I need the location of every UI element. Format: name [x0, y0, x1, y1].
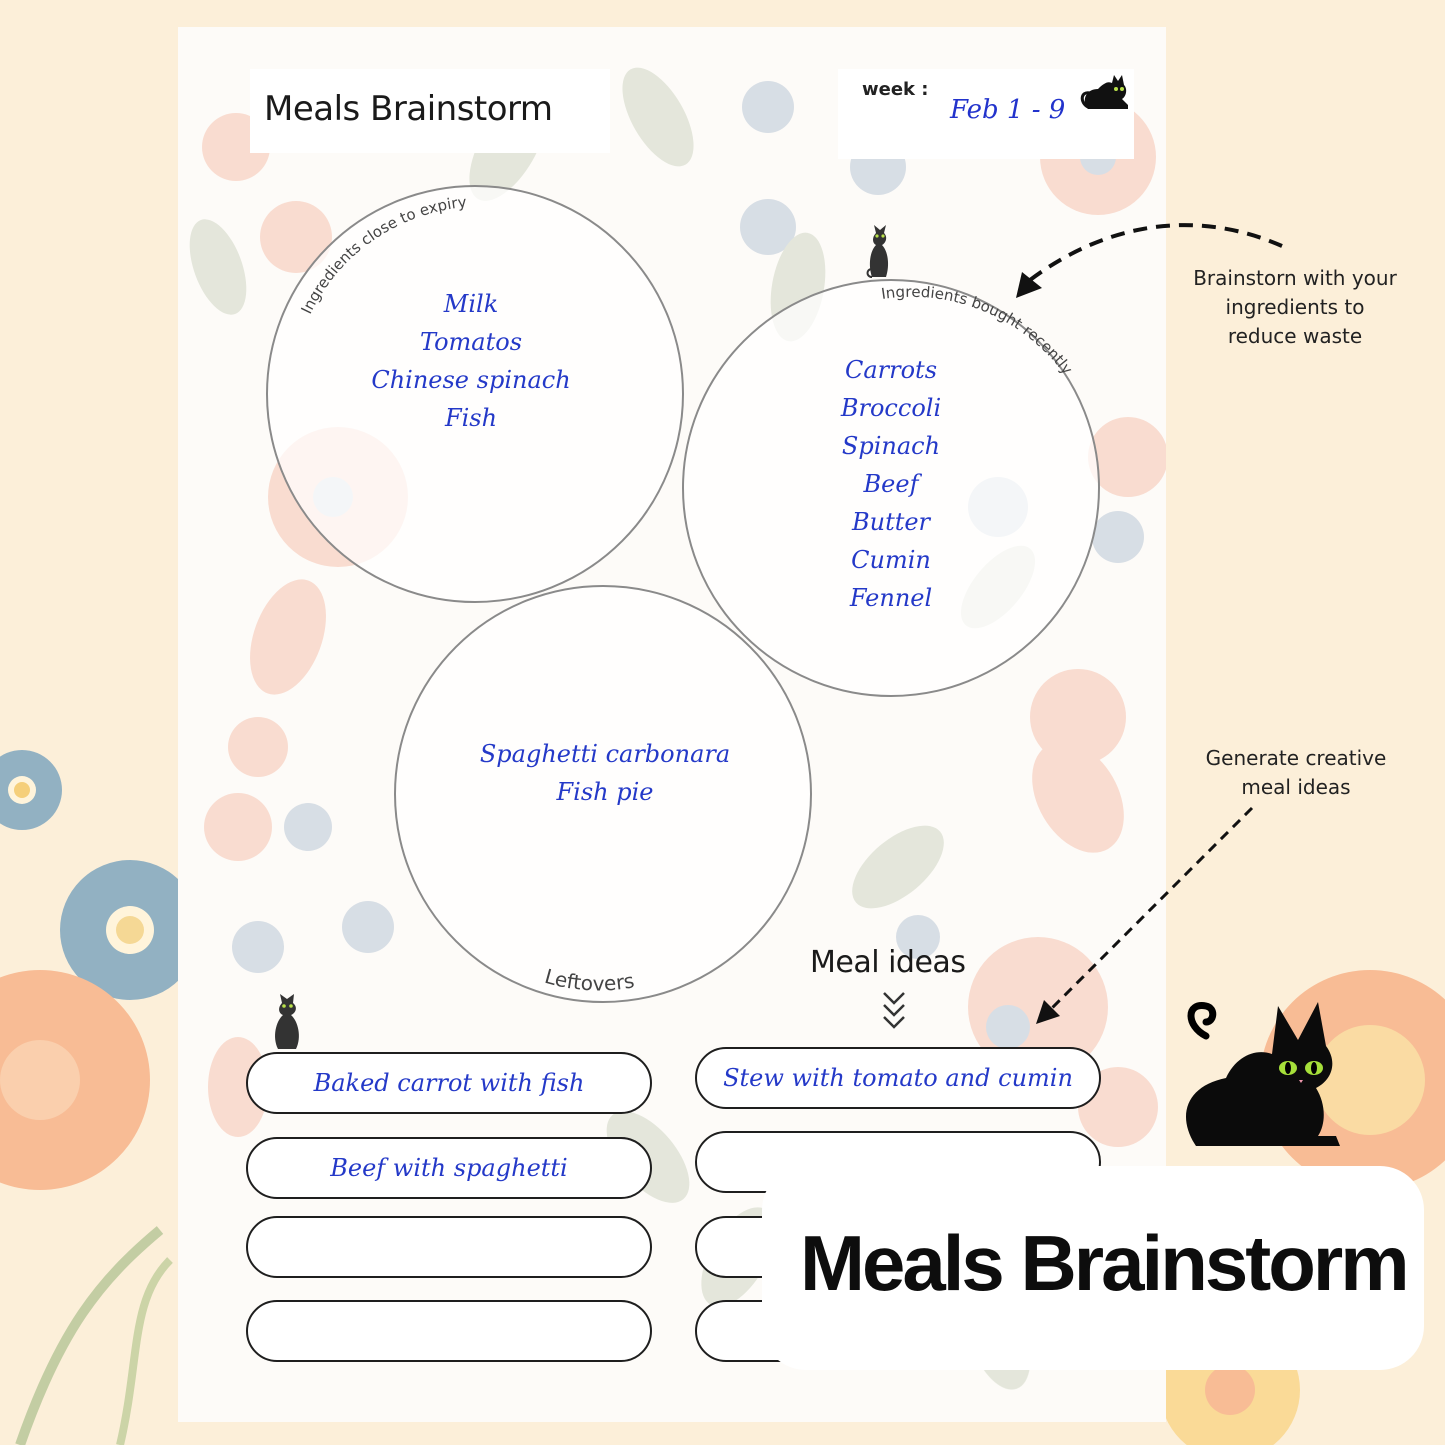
- leftovers-label: Leftovers: [542, 963, 637, 996]
- expiry-item: Fish: [444, 404, 498, 432]
- recent-item: Butter: [851, 508, 931, 536]
- meal-idea-left-3[interactable]: [246, 1216, 652, 1278]
- leftovers-list: [440, 735, 770, 811]
- recent-list: [788, 351, 994, 617]
- cat-small-icon: [864, 225, 896, 283]
- expiry-item: Tomatos: [419, 328, 523, 356]
- expiry-label: Ingredients close to expiry: [297, 192, 468, 317]
- annotation-generate-line: Generate creative: [1205, 746, 1387, 770]
- meal-idea-left-2[interactable]: Beef with spaghetti: [246, 1137, 652, 1199]
- annotation-generate-line: meal ideas: [1241, 775, 1351, 799]
- annotation-brainstorm-line: ingredients to: [1225, 295, 1365, 319]
- expiry-item: Milk: [443, 290, 499, 318]
- promo-title: Meals Brainstorm: [800, 1219, 1407, 1307]
- page-title: Meals Brainstorm: [264, 89, 553, 129]
- cat-large-icon: [1176, 996, 1346, 1152]
- meal-idea-left-4[interactable]: [246, 1300, 652, 1362]
- week-label: week :: [862, 79, 929, 100]
- flower-blue-small: [0, 750, 62, 830]
- flower-peach-large: [0, 970, 150, 1190]
- expiry-list: [338, 285, 604, 437]
- expiry-item: Chinese spinach: [371, 366, 571, 394]
- meal-idea-right-1[interactable]: Stew with tomato and cumin: [695, 1047, 1101, 1109]
- meal-idea-left-1[interactable]: Baked carrot with fish: [246, 1052, 652, 1114]
- meal-ideas-title: Meal ideas: [810, 945, 966, 980]
- annotation-brainstorm-line: reduce waste: [1227, 324, 1363, 348]
- leftovers-item: Fish pie: [556, 778, 654, 806]
- annotation-brainstorm: [1170, 264, 1420, 351]
- cat-sitting-icon: [268, 993, 308, 1053]
- recent-item: Fennel: [849, 584, 933, 612]
- week-value[interactable]: Feb 1 - 9: [950, 95, 1066, 125]
- svg-text:Leftovers: [542, 964, 636, 996]
- chevron-down-icon: [880, 987, 908, 1033]
- recent-item: Beef: [863, 470, 919, 498]
- annotation-generate: [1176, 744, 1416, 802]
- recent-item: Carrots: [844, 356, 938, 384]
- leftovers-item: Spaghetti carbonara: [479, 740, 731, 768]
- recent-item: Cumin: [851, 546, 931, 574]
- recent-item: Broccoli: [840, 394, 942, 422]
- recent-label: Ingredients bought recently: [879, 282, 1077, 378]
- annotation-brainstorm-line: Brainstorn with your: [1193, 266, 1397, 290]
- recent-item: Spinach: [841, 432, 941, 460]
- cat-icon: [1078, 67, 1130, 111]
